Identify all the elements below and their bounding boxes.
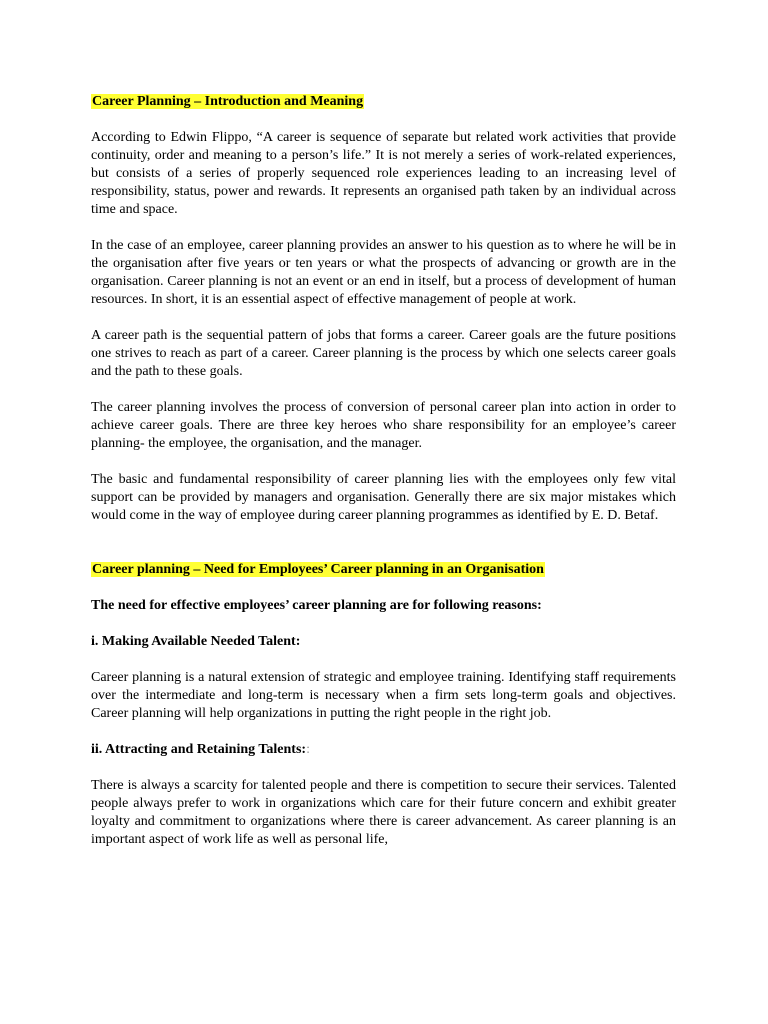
list-item-title-retaining <box>91 741 676 759</box>
paragraph-conversion: The career planning involves the process of conversion of personal career plan into action in order to achieve career goals. There are three key heroes who share responsibility for an employee’s career planning- the employee, the organisation, and the manager. <box>91 400 676 451</box>
paragraph-definition: According to Edwin Flippo, “A career is sequence of separate but related work activities that provide continuity, order and meaning to a person’s life.” It is not merely a series of work-related experiences, but consists of a series of properly sequenced role experiences leading to an increasing level of responsibility, status, power and rewards. It represents an organised path taken by an individual across time and space. <box>91 130 676 217</box>
extra-colon: : <box>306 742 310 757</box>
heading-highlight: Career planning – Need for Employees’ Career planning in an Organisation <box>92 562 544 577</box>
paragraph-career-path: A career path is the sequential pattern of jobs that forms a career. Career goals are the future positions one strives to reach as part of a career. Career planning is the process by which one selects career goals and the path to these goals. <box>91 328 676 379</box>
heading-highlight: Career Planning – Introduction and Meaning <box>92 94 364 109</box>
list-item-title-text: ii. Attracting and Retaining Talents: <box>91 742 307 757</box>
section-heading-need <box>91 561 676 579</box>
list-item-title-talent: i. Making Available Needed Talent: <box>91 634 301 649</box>
section-heading-introduction <box>91 93 676 111</box>
need-intro: The need for effective employees’ career planning are for following reasons: <box>91 598 542 613</box>
paragraph-responsibility: The basic and fundamental responsibility of career planning lies with the employees only few vital support can be provided by managers and organisation. Generally there are six major mistakes which would come in the way of employee during career planning programmes as identified by E. D. Betaf. <box>91 472 676 523</box>
paragraph-employee-case: In the case of an employee, career planning provides an answer to his question as to where he will be in the organisation after five years or ten years or what the prospects of advancing or growth are in the organisation. Career planning is not an event or an end in itself, but a process of development of human resources. In short, it is an essential aspect of effective management of people at work. <box>91 238 676 307</box>
paragraph-needed-talent: Career planning is a natural extension of strategic and employee training. Identifying staff requirements over the intermediate and long-term is necessary when a firm sets long-term goals and objectives. Career planning will help organizations in putting the right people in the right job. <box>91 670 676 721</box>
paragraph-retaining-talent: There is always a scarcity for talented people and there is competition to secure their services. Talented people always prefer to work in organizations which care for their future concern and exhibit greater loyalty and commitment to organizations where there is career advancement. As career planning is an important aspect of work life as well as personal life, <box>91 778 676 847</box>
document-page <box>91 93 676 849</box>
